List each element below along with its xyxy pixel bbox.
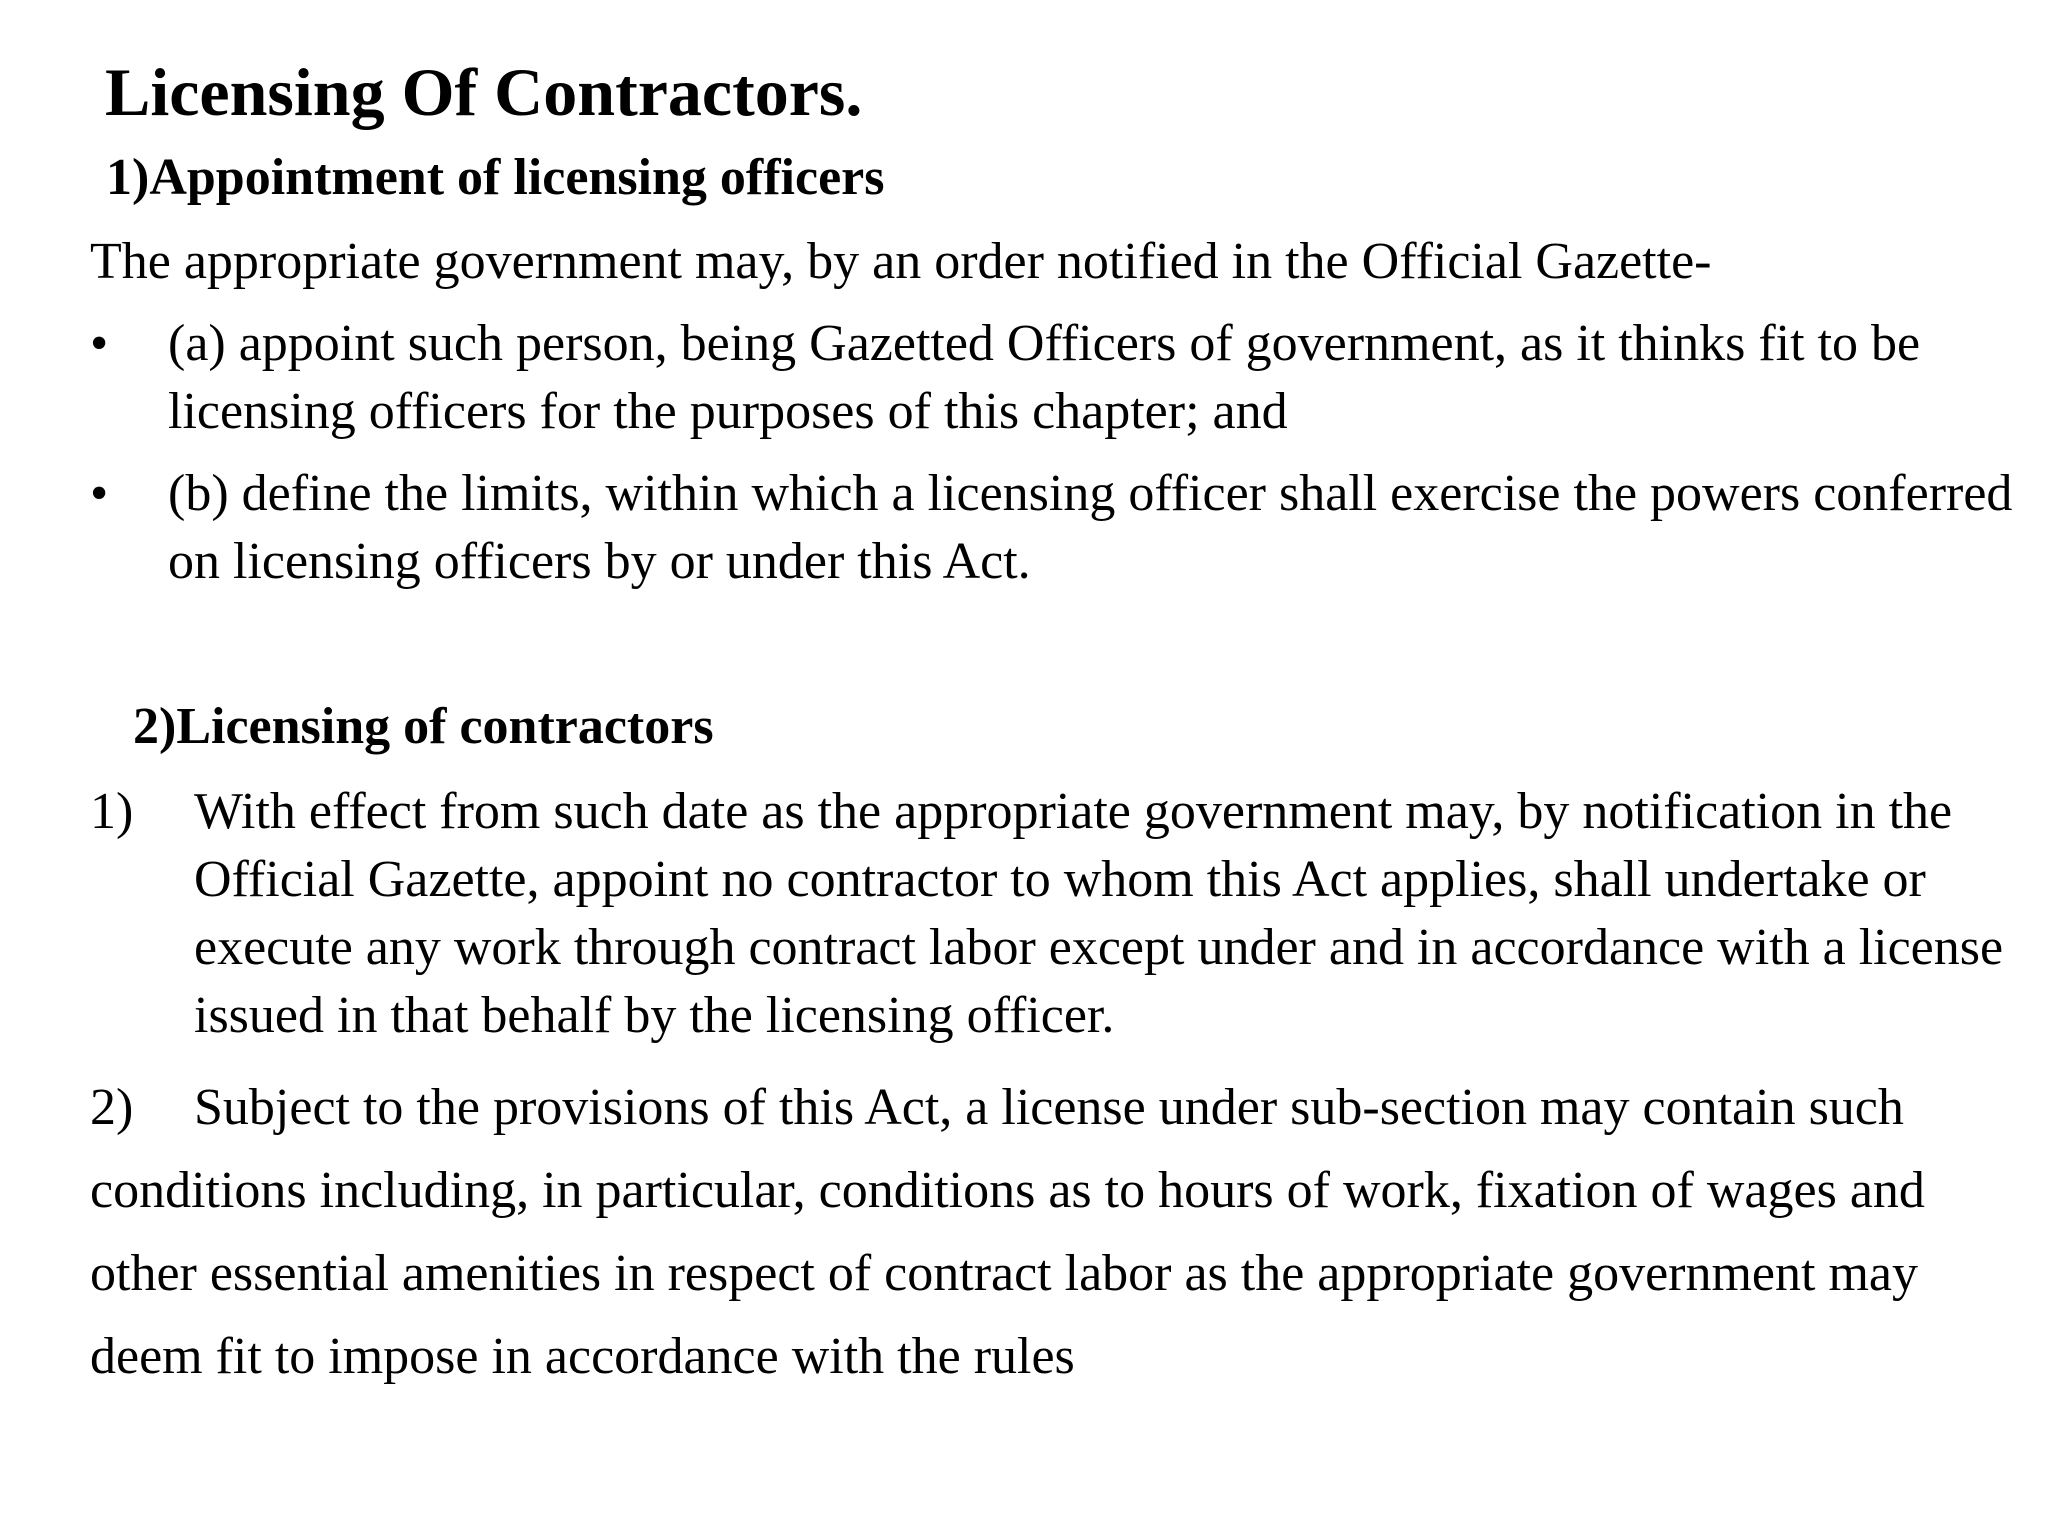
list-item-text: (a) appoint such person, being Gazetted Officers of government, as it thinks fit to be licensing officers for the purposes of this chapter; and [168,315,1921,440]
numbered-list [90,778,2020,1050]
page-title: Licensing Of Contractors. [105,54,863,130]
section-heading-appointment: 1)Appointment of licensing officers [106,149,885,206]
numbered-paragraph [90,1066,2020,1398]
list-item-text: (b) define the limits, within which a licensing officer shall exercise the powers conferred on licensing officers by or under this Act. [168,465,2013,590]
list-item [90,310,2020,446]
list-item-text: Subject to the provisions of this Act, a license under sub-section may contain such conditions including, in particular, conditions as to hours of work, fixation of wages and other essential amenities in respect of contract labor as the appropriate government may deem fit to impose in accordance with the rules [90,1079,1925,1385]
list-item [90,460,2020,596]
bullet-list [90,460,2020,596]
bullet-marker: • [90,465,109,522]
bullet-marker: • [90,315,109,372]
number-marker: 2) [90,1079,134,1136]
bullet-list [90,310,2020,446]
list-item [90,778,2020,1050]
number-marker: 1) [90,783,134,840]
list-item-text: With effect from such date as the appropriate government may, by notification in the Official Gazette, appoint no contractor to whom this Act applies, shall undertake or execute any work through contract labor except under and in accordance with a license issued in that behalf by the licensing officer. [194,783,2004,1044]
section-intro-text: The appropriate government may, by an order notified in the Official Gazette- [90,233,1712,290]
section-heading-licensing: 2)Licensing of contractors [133,698,714,755]
